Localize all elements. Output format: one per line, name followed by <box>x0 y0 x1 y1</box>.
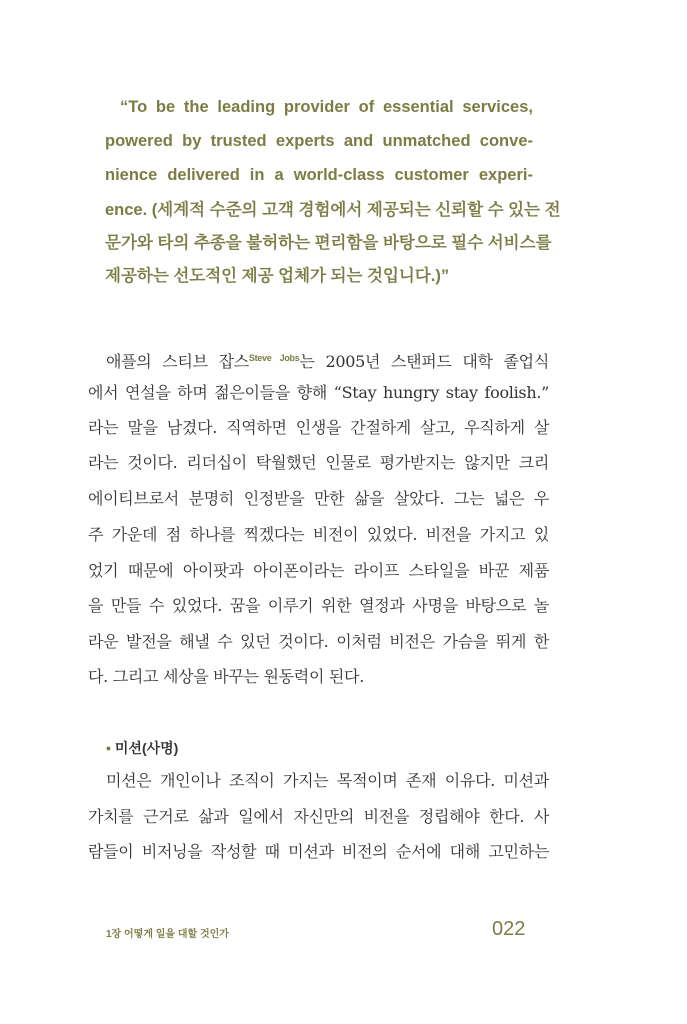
body-text: 는 2005년 스탠퍼드 대학 졸업식 <box>299 352 549 371</box>
body-line: 미션은 개인이나 조직이 가지는 목적이며 존재 이유다. 미션과 <box>106 771 549 790</box>
quote-line: 문가와 타의 추종을 불허하는 편리함을 바탕으로 필수 서비스를 <box>105 234 552 252</box>
body-line: 라는 것이다. 리더십이 탁월했던 인물로 평가받지는 않지만 크리 <box>88 453 549 472</box>
body-line: 주 가운데 점 하나를 찍겠다는 비전이 있었다. 비전을 가지고 있 <box>88 525 549 544</box>
body-line: 에서 연설을 하며 젊은이들을 향해 “Stay hungry stay foolish.” <box>88 383 549 402</box>
body-line: 었기 때문에 아이팟과 아이폰이라는 라이프 스타일을 바꾼 제품 <box>88 561 549 580</box>
page-number: 022 <box>492 918 526 940</box>
body-text: 애플의 스티브 잡스 <box>106 352 249 371</box>
body-line: 람들이 비저닝을 작성할 때 미션과 비전의 순서에 대해 고민하는 <box>88 842 549 861</box>
quote-line: nience delivered in a world-class customer experi- <box>105 166 533 184</box>
body-line: 가치를 근거로 삶과 일에서 자신만의 비전을 정립해야 한다. 사 <box>88 807 549 826</box>
section-heading <box>106 738 178 758</box>
body-line <box>106 347 549 373</box>
name-annotation: Steve Jobs <box>248 353 300 363</box>
quote-line: ence. (세계적 수준의 고객 경험에서 제공되는 신뢰할 수 있는 전 <box>105 201 561 219</box>
body-line: 라는 말을 남겼다. 직역하면 인생을 간절하게 살고, 우직하게 살 <box>88 418 549 437</box>
section-heading-text: 미션(사명) <box>114 740 179 756</box>
body-line: 라운 발전을 해낼 수 있던 것이다. 이처럼 비전은 가슴을 뛰게 한 <box>88 632 549 651</box>
quote-line: “To be the leading provider of essential services, <box>120 98 533 116</box>
chapter-title: 1장 어떻게 일을 대할 것인가 <box>106 929 229 940</box>
body-line: 다. 그리고 세상을 바꾸는 원동력이 된다. <box>88 667 364 686</box>
bullet-icon: • <box>106 740 111 756</box>
quote-line: powered by trusted experts and unmatched conve- <box>105 132 533 150</box>
body-line: 을 만들 수 있었다. 꿈을 이루기 위한 열정과 사명을 바탕으로 놀 <box>88 596 549 615</box>
quote-line: 제공하는 선도적인 제공 업체가 되는 것입니다.)” <box>105 267 450 285</box>
body-line: 에이티브로서 분명히 인정받을 만한 삶을 살았다. 그는 넓은 우 <box>88 489 549 508</box>
